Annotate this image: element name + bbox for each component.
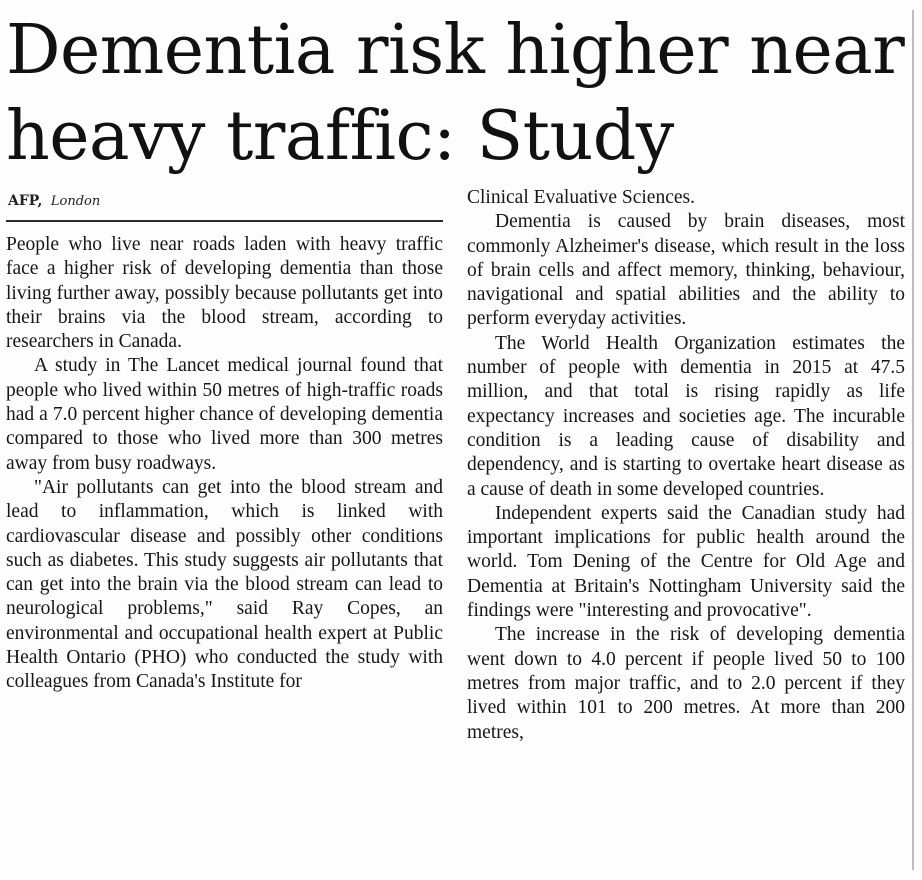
byline-divider [6, 220, 443, 222]
headline: Dementia risk higher near heavy traffic: Study [6, 11, 905, 176]
page-edge-line [912, 10, 914, 870]
byline [8, 192, 100, 211]
byline-agency: AFP, [8, 193, 43, 209]
paragraph-continuation: Clinical Evaluative Sciences. [467, 187, 695, 208]
paragraph-lancet-study: A study in The Lancet medical journal found that people who lived within 50 metres of high-traffic roads had a 7.0 percent higher chance of developing dementia compared to those who lived more than 300 metres away from busy roadways. [6, 355, 443, 474]
paragraph-independent-experts: Independent experts said the Canadian study had important implications for public health around the world. Tom Dening of the Centre for Old Age and Dementia at Britain's Nottingham University said the findings were "interesting and provocative". [467, 502, 905, 622]
paragraph-copes-quote: "Air pollutants can get into the blood stream and lead to inflammation, which is linked with cardiovascular disease and possibly other conditions such as diabetes. This study suggests air pollutants that can get into the brain via the blood stream can lead to neurological problems," said Ray Copes, an environmental and occupational health expert at Public Health Ontario (PHO) who conducted the study with colleagues from Canada's Institute for [6, 476, 443, 693]
right-column [467, 186, 905, 745]
byline-location: London [50, 194, 101, 209]
left-column [6, 233, 443, 695]
paragraph-who-estimates: The World Health Organization estimates the number of people with dementia in 2015 at 47.5 million, and that total is rising rapidly as life expectancy increases and societies age. The incurable condition is a leading cause of disability and dependency, and is starting to overtake heart disease as a cause of death in some developed countries. [467, 332, 905, 500]
paragraph-intro: People who live near roads laden with heavy traffic face a higher risk of developing dementia than those living further away, possibly because pollutants get into their brains via the blood stream, according to researchers in Canada. [6, 234, 443, 353]
paragraph-dementia-causes: Dementia is caused by brain diseases, most commonly Alzheimer's disease, which result in the loss of brain cells and affect memory, thinking, behaviour, navigational and spatial abilities and the ability to perform everyday activities. [467, 211, 905, 330]
paragraph-risk-by-distance: The increase in the risk of developing dementia went down to 4.0 percent if people lived 50 to 100 metres from major traffic, and to 2.0 percent if they lived within 101 to 200 metres. At more than 200 metres, [467, 624, 905, 743]
